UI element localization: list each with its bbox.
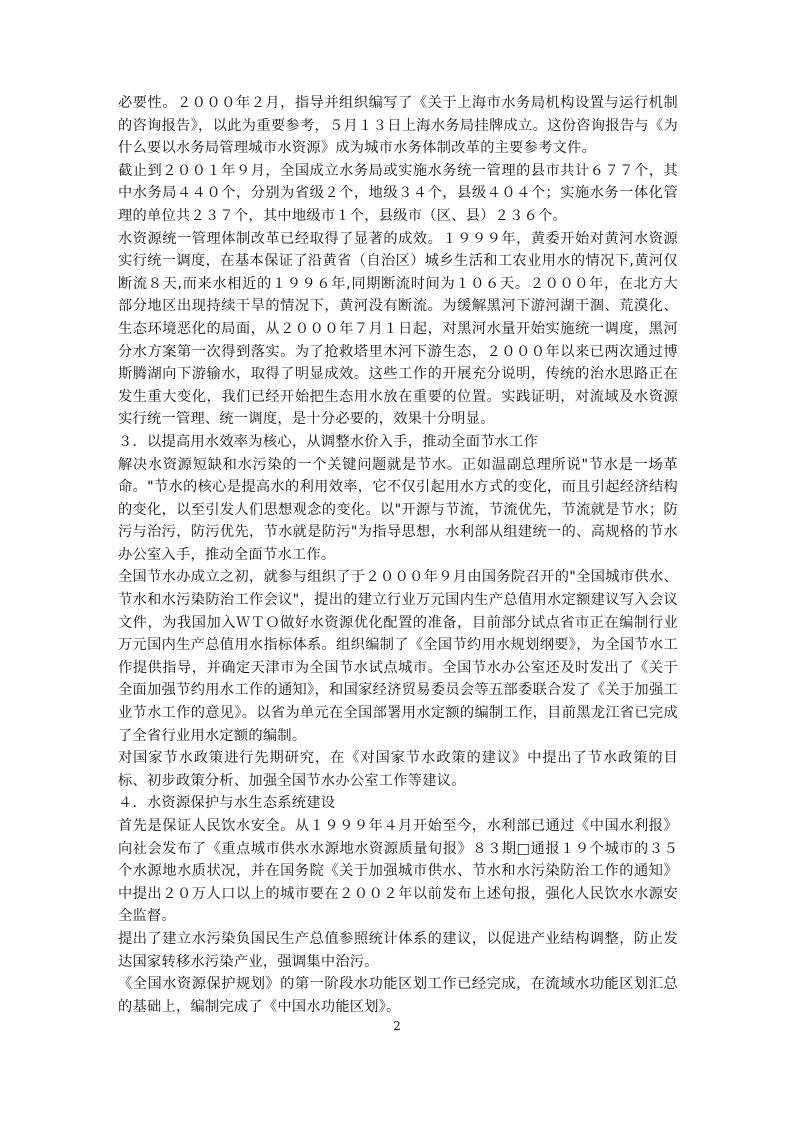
paragraph-reform-background: 必要性。２０００年２月，指导并组织编写了《关于上海市水务局机构设置与运行机制的咨询报告》，以此为重要参考，５月１３日上海水务局挂牌成立。这份咨询报告与《为什么要以水务局管理城市水资源》成为城市水务体制改革的主要参考文件。 — [118, 95, 678, 157]
paragraph-unified-management-results: 水资源统一管理体制改革已经取得了显著的成效。１９９９年，黄委开始对黄河水资源实行统一调度，在基本保证了沿黄省（自治区）城乡生活和工农业用水的情况下,黄河仅断流８天,而来水相近的１９９６年,同期断流时间为１０６天。２０００年，在北方大部分地区出现持续干旱的情况下，黄河没有断流。为缓解黑河下游河湖干涸、荒漠化、生态环境恶化的局面，从２０００年７月１日起，对黑河水量开始实施统一调度，黑河分水方案第一次得到落实。为了抢救塔里木河下游生态，２０００年以来已两次通过博斯腾湖向下游输水，取得了明显成效。这些工作的开展充分说明，传统的治水思路正在发生重大变化，我们已经开始把生态用水放在重要的位置。实践证明，对流域及水资源实行统一管理、统一调度，是十分必要的，效果十分明显。 — [118, 230, 678, 428]
paragraph-water-saving-key: 解决水资源短缺和水污染的一个关键问题就是节水。正如温副总理所说"节水是一场革命。"节水的核心是提高水的利用效率，它不仅引起用水方式的变化，而且引起经济结构的变化，以至引发人们思想观念的变化。以"开源与节流，节流优先，节流就是节水；防污与治污，防污优先，节水就是防污"为指导思想，水利部从组建统一的、高规格的节水办公室入手，推动全面节水工作。 — [118, 456, 678, 563]
section-heading-4: ４．水资源保护与水生态系统建设 — [118, 795, 336, 812]
paragraph-national-water-saving-office: 全国节水办成立之初，就参与组织了于２０００年９月由国务院召开的"全国城市供水、节水和水污染防治工作会议"，提出的建立行业万元国内生产总值用水定额建议写入会议文件，为我国加入ＷＴＯ做好水资源优化配置的准备，目前部分试点省市正在编制行业万元国内生产总值用水指标体系。组织编制了《全国节约用水规划纲要》，为全国节水工作提供指导，并确定天津市为全国节水试点城市。全国节水办公室还及时发出了《关于全面加强节约用水工作的通知》，和国家经济贸易委员会等五部委联合发了《关于加强工业节水工作的意见》。以省为单元在全国部署用水定额的编制工作，目前黑龙江省已完成了全省行业用水定额的编制。 — [118, 569, 678, 744]
document-body — [118, 92, 678, 1018]
paragraph-drinking-water-safety: 首先是保证人民饮水安全。从１９９９年４月开始至今，水利部已通过《中国水利报》向社会发布了《重点城市供水水源地水资源质量旬报》８３期□通报１９个城市的３５个水源地水质状况，并在国务院《关于加强城市供水、节水和水污染防治工作的通知》中提出２０万人口以上的城市要在２００２年以前发布上述旬报，强化人民饮水水源安全监督。 — [118, 818, 678, 925]
paragraph-water-bureau-stats: 截止到２００１年９月，全国成立水务局或实施水务统一管理的县市共计６７７个，其中水务局４４０个，分别为省级２个，地级３４个，县级４０４个；实施水务一体化管理的单位共２３７个，其中地级市１个，县级市（区、县）２３６个。 — [118, 162, 678, 224]
paragraph-functional-zoning: 《全国水资源保护规划》的第一阶段水功能区划工作已经完成，在流域水功能区划汇总的基础上，编制完成了《中国水功能区划》。 — [118, 976, 678, 1015]
paragraph-pollution-statistics: 提出了建立水污染负国民生产总值参照统计体系的建议，以促进产业结构调整，防止发达国家转移水污染产业，强调集中治污。 — [118, 930, 678, 970]
paragraph-policy-research: 对国家节水政策进行先期研究，在《对国家节水政策的建议》中提出了节水政策的目标、初步政策分析、加强全国节水办公室工作等建议。 — [118, 750, 678, 789]
section-heading-3: ３．以提高用水效率为核心，从调整水价入手，推动全面节水工作 — [118, 433, 539, 450]
page-number: 2 — [393, 1019, 401, 1033]
